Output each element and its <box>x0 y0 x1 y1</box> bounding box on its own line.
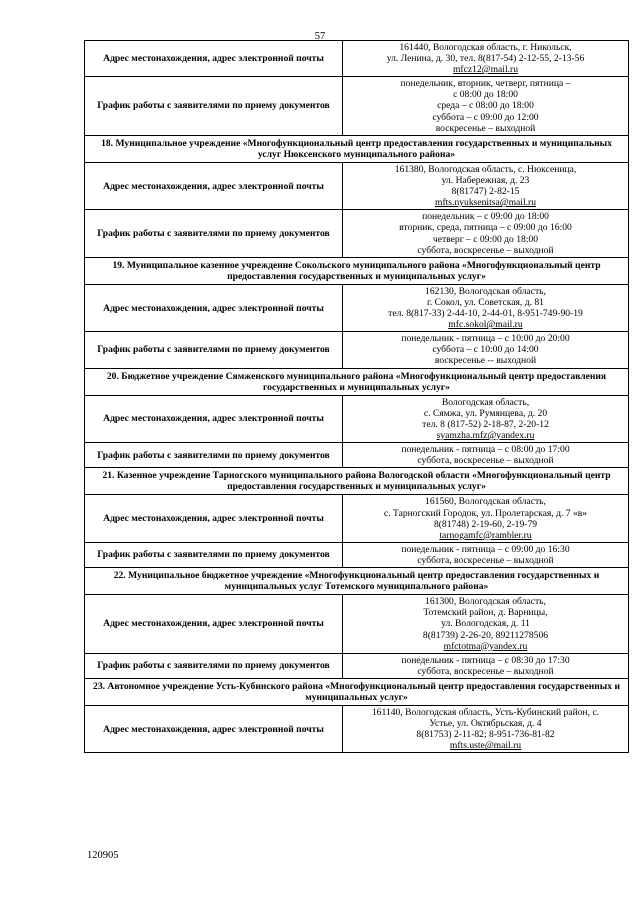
value-line: суббота, воскресенье – выходной <box>417 665 554 677</box>
value-line: среда – с 08:00 до 18:00 <box>437 100 534 112</box>
row-label: Адрес местонахождения, адрес электронной почты <box>85 395 343 442</box>
address-value <box>343 595 629 653</box>
value-line: 161300, Вологодская область, <box>425 596 546 608</box>
section-heading: 19. Муниципальное казенное учреждение Сокольского муниципального района «Многофункциональный центр предоставления государственных и муниципальных услуг» <box>85 257 629 284</box>
row-label: График работы с заявителями по приему документов <box>85 210 343 257</box>
row-label: Адрес местонахождения, адрес электронной почты <box>85 495 343 542</box>
row-label: График работы с заявителями по приему документов <box>85 653 343 678</box>
address-row <box>85 495 629 542</box>
section-heading-row <box>85 135 629 162</box>
address-value <box>343 495 629 542</box>
footer-document-code: 120905 <box>87 850 119 861</box>
value-line: г. Сокол, ул. Советская, д. 81 <box>427 296 544 308</box>
value-line: 162130, Вологодская область, <box>425 285 546 297</box>
schedule-value <box>343 210 629 257</box>
address-row <box>85 41 629 77</box>
row-label: Адрес местонахождения, адрес электронной почты <box>85 41 343 77</box>
row-label: Адрес местонахождения, адрес электронной почты <box>85 284 343 331</box>
page-number: 57 <box>314 31 326 42</box>
section-heading-row <box>85 368 629 395</box>
value-line: 8(81747) 2-82-15 <box>451 186 520 198</box>
value-line: понедельник - пятница – с 08:30 до 17:30 <box>401 654 570 666</box>
value-line: суббота, воскресенье – выходной <box>417 554 554 566</box>
section-heading: 20. Бюджетное учреждение Сямженского муниципального района «Многофункциональный центр предоставления государственных и муниципальных услуг» <box>85 368 629 395</box>
schedule-row <box>85 210 629 257</box>
value-line: с. Тарногский Городок, ул. Пролетарская, д. 7 «в» <box>383 507 588 519</box>
section-heading-row <box>85 678 629 705</box>
row-label: График работы с заявителями по приему документов <box>85 542 343 567</box>
schedule-row <box>85 542 629 567</box>
value-line: четверг – с 09:00 до 18:00 <box>432 233 539 245</box>
section-heading: 18. Муниципальное учреждение «Многофункциональный центр предоставления государственных и муниципальных услуг Нюксенского муниципального района» <box>85 135 629 162</box>
row-label: График работы с заявителями по приему документов <box>85 332 343 368</box>
value-line: ул. Набережная, д. 23 <box>441 175 530 187</box>
value-line: воскресенье – выходной <box>435 122 536 134</box>
address-value <box>343 284 629 331</box>
schedule-row <box>85 332 629 368</box>
value-line: 161140, Вологодская область, Усть-Кубинский район, с. <box>371 707 600 719</box>
row-label: Адрес местонахождения, адрес электронной почты <box>85 706 343 753</box>
value-line: 161440, Вологодская область, г. Никольск, <box>399 42 572 53</box>
value-line: 8(81739) 2-26-20, 89211278506 <box>422 629 549 641</box>
address-value <box>343 162 629 209</box>
schedule-value <box>343 542 629 567</box>
row-label: График работы с заявителями по приему документов <box>85 77 343 135</box>
value-line: Вологодская область, <box>441 396 530 408</box>
address-row <box>85 395 629 442</box>
address-value <box>343 41 629 77</box>
value-line: тел. 8(817-33) 2-44-10, 2-44-01, 8-951-749-90-19 <box>388 308 583 320</box>
value-line: понедельник, вторник, четверг, пятница – <box>400 78 571 90</box>
section-heading: 23. Автономное учреждение Усть-Кубинского района «Многофункциональный центр предоставления государственных и муниципальных услуг» <box>85 678 629 705</box>
mfc-directory-table <box>84 40 629 753</box>
schedule-row <box>85 77 629 135</box>
value-line: вторник, среда, пятница – с 09:00 до 16:00 <box>399 222 572 234</box>
section-heading-row <box>85 468 629 495</box>
address-row <box>85 595 629 653</box>
schedule-row <box>85 653 629 678</box>
section-heading: 22. Муниципальное бюджетное учреждение «Многофункциональный центр предоставления государственных и муниципальных услуг Тотемского муниципального района» <box>85 568 629 595</box>
row-label: График работы с заявителями по приему документов <box>85 443 343 468</box>
value-line: суббота – с 09:00 до 12:00 <box>432 111 539 123</box>
email-address: mfc.sokol@mail.ru <box>448 319 523 331</box>
email-address: mfts.nyuksenitsa@mail.ru <box>434 197 537 209</box>
value-line: Тотемский район, д. Варницы, <box>423 607 548 619</box>
address-row <box>85 162 629 209</box>
address-row <box>85 706 629 753</box>
value-line: 8(81753) 2-11-82; 8-951-736-81-82 <box>416 729 555 741</box>
value-line: 161560, Вологодская область, <box>425 496 546 508</box>
value-line: Устье, ул. Октябрьская, д. 4 <box>429 718 542 730</box>
value-line: 161380, Вологодская область, с. Нюксеница, <box>394 163 577 175</box>
value-line: понедельник - пятница – с 08:00 до 17:00 <box>401 444 570 456</box>
section-heading-row <box>85 257 629 284</box>
schedule-value <box>343 443 629 468</box>
row-label: Адрес местонахождения, адрес электронной почты <box>85 162 343 209</box>
email-address: syamzha.mfz@yandex.ru <box>436 430 535 441</box>
value-line: суббота, воскресенье – выходной <box>417 244 554 256</box>
section-heading: 21. Казенное учреждение Тарногского муниципального района Вологодской области «Многофункциональный центр предоставления государственных и муниципальных услуг» <box>85 468 629 495</box>
address-value <box>343 395 629 442</box>
schedule-row <box>85 443 629 468</box>
value-line: ул. Ленина, д. 30, тел. 8(817-54) 2-12-55, 2-13-56 <box>386 53 585 65</box>
table-body <box>85 41 629 753</box>
email-address: tarnogamfc@rambler.ru <box>439 529 532 541</box>
value-line: с 08:00 до 18:00 <box>453 89 518 101</box>
value-line: понедельник – с 09:00 до 18:00 <box>422 211 549 223</box>
row-label: Адрес местонахождения, адрес электронной почты <box>85 595 343 653</box>
schedule-value <box>343 332 629 368</box>
value-line: ул. Вологодская, д. 11 <box>441 618 530 630</box>
email-address: mfcz12@mail.ru <box>452 64 519 76</box>
value-line: суббота – с 10:00 до 14:00 <box>432 344 539 356</box>
value-line: понедельник - пятница – с 09:00 до 16:30 <box>401 543 570 555</box>
email-address: mfts.uste@mail.ru <box>449 740 522 752</box>
value-line: с. Сямжа, ул. Румянцева, д. 20 <box>423 407 548 419</box>
section-heading-row <box>85 568 629 595</box>
value-line: 8(81748) 2-19-60, 2-19-79 <box>433 518 538 530</box>
value-line: суббота, воскресенье – выходной <box>417 455 554 467</box>
address-value <box>343 706 629 753</box>
address-row <box>85 284 629 331</box>
value-line: тел. 8 (817-52) 2-18-87, 2-20-12 <box>422 418 549 430</box>
value-line: воскресенье -- выходной <box>434 355 537 367</box>
email-address: mfctotma@yandex.ru <box>443 640 528 652</box>
schedule-value <box>343 77 629 135</box>
schedule-value <box>343 653 629 678</box>
value-line: понедельник - пятница – с 10:00 до 20:00 <box>401 333 570 345</box>
